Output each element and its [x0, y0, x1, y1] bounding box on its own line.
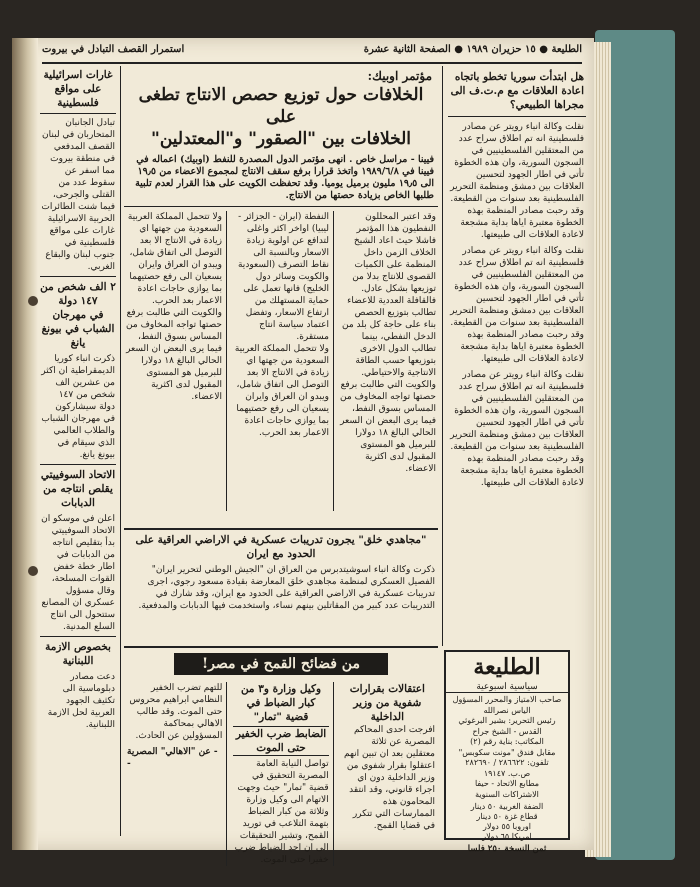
masthead-line: ص.ب. ١٩١٤٧ — [483, 768, 531, 778]
mojahedin-article — [124, 528, 438, 642]
masthead-logo: الطليعة — [473, 654, 541, 680]
tanks-headline: الاتحاد السوفييتي يقلص انتاجه من الدبابات — [40, 464, 116, 510]
masthead-price-line: امريكا ٦٥ دولار — [482, 832, 532, 841]
masthead-line: تلفون: ٢٨٦٦٢٢ / ٢٨٢٦٩٠ — [465, 758, 549, 767]
binding-hole — [28, 296, 38, 306]
egypt-col1-headline: اعتقالات بقرارات شفوية من وزير الداخلية — [349, 683, 425, 723]
masthead-line: الياس نصرالله — [483, 705, 531, 715]
column-rule — [442, 66, 443, 646]
egypt-col2-sub: الضابط ضرب الخفير حتى الموت — [233, 726, 328, 756]
egypt-col2-body: تواصل النيابة العامة المصرية التحقيق في قضية "تمار" حيث وجهت الاتهام الى وكيل وزارة وثلاثة من كبار الضباط بتهمة التلاعب في توريد القمح، وتشير التحقيقات الى ان احد الضباط ضرب خفيرا حتى الموت. — [234, 759, 329, 865]
newspaper-page — [12, 38, 594, 865]
syria-body-continued: نقلت وكالة انباء رويتر عن مصادر فلسطينية انه تم اطلاق سراح عدد من المعتقلين الفلسطينيين في السجون السورية، وان هذه الخطوة تأتي في اطار الجهود لتحسين العلاقات بين دمشق ومنظمة التحرير الفلسطينية بعد سنوات من القطيعة. وقد رحبت مصادر المنظمة بهذه الخطوة معتبرة اياها بداية مشجعة لاعادة العلاقات الى طبيعتها. — [450, 370, 584, 488]
opec-kicker: مؤتمر اوبيك: — [367, 69, 432, 83]
festival-body: ذكرت انباء كوريا الديمقراطية ان اكثر من عشرين الف شخص من ١٤٧ دولة سيشاركون في مهرجان الشباب والطلاب العالمي الذي سيقام في بيونغ يانغ. — [41, 354, 115, 460]
mojahedin-headline: "مجاهدي خلق" يجرون تدريبات عسكرية في الاراضي العراقية على الحدود مع ايران — [135, 534, 427, 560]
masthead-lines — [446, 693, 568, 802]
masthead-line: القدس - الشيخ جراح — [472, 726, 542, 736]
festival-headline-2: في مهرجان الشباب في بيونغ يانغ — [41, 309, 115, 349]
running-header — [42, 44, 582, 64]
opec-article — [124, 68, 438, 543]
left-column — [40, 68, 116, 838]
egypt-col1-body: افرجت احدى المحاكم المصرية عن ثلاثة معتقلين بعد ان تبين انهم اعتقلوا بقرار شفوي من وزير الداخلية دون اي اجراء قانوني، وقد انتقد المحامون هذه الممارسات التي تتكرر في قضايا القمح. — [343, 725, 435, 831]
syria-body-continued: نقلت وكالة انباء رويتر عن مصادر فلسطينية انه تم اطلاق سراح عدد من المعتقلين الفلسطينيين في السجون السورية، وان هذه الخطوة تأتي في اطار الجهود لتحسين العلاقات بين دمشق ومنظمة التحرير الفلسطينية بعد سنوات من القطيعة. وقد رحبت مصادر المنظمة بهذه الخطوة معتبرة اياها بداية مشجعة لاعادة العلاقات الى طبيعتها. — [450, 246, 584, 364]
opec-lead: فيينا - مراسل خاص . انهى مؤتمر الدول المصدرة للنفط (اوبيك) اعماله في فيينا في ١٩٨٩/٦/٨ واتخذ قرارا برفع سقف الانتاج لمجموع الاعضاء من ١٩٫٥ الى ١٩٫٥ مليون برميل يوميا. وقد تحفظت الكويت على هذا القرار لعدم تلبية طلبها الخاص بزيادة حصتها من الانتاج. — [124, 154, 438, 207]
lebanon-crisis-headline: بخصوص الازمة اللبنانية — [40, 636, 116, 668]
opec-columns — [124, 207, 438, 515]
festival-headline-1: ٢ الف شخص من ١٤٧ دولة — [40, 276, 116, 308]
masthead-box — [444, 650, 570, 854]
masthead-price-line: قطاع غزة ٥٠ دينار — [476, 812, 538, 821]
egypt-col3-body: للتهم تضرب الخفير النظامي ابراهيم محروس حتى الموت. وقد طالب الاهالي بمحاكمة المسؤولين عن الحادث. — [129, 683, 223, 741]
egypt-col2-headline: وكيل وزارة و٣ من كبار الضباط في قضية "تمار" — [240, 683, 322, 723]
date-line: الطليعة ● ١٥ حزيران ١٩٨٩ ● الصفحة الثانية عشرة — [363, 44, 582, 55]
opec-body-4: والكويت التي طالبت برفع حصتها تواجه المخاوف من المساس بسوق النفط، فيما يرى البعض ان السعر الحالي البالغ ١٨ دولارا للبرميل هو المستوى المقبول لدى اكثرية الاعضاء. — [340, 380, 436, 474]
syria-body: نقلت وكالة انباء رويتر عن مصادر فلسطينية انه تم اطلاق سراح عدد من المعتقلين الفلسطينيين في السجون السورية، وان هذه الخطوة تأتي في اطار الجهود لتحسين العلاقات بين دمشق ومنظمة التحرير الفلسطينية بعد سنوات من القطيعة. وقد رحبت مصادر المنظمة بهذه الخطوة معتبرة اياها بداية مشجعة لاعادة العلاقات الى طبيعتها. — [450, 122, 584, 240]
lebanon-body: تبادل الجانبان المتحاربان في لبنان القصف المدفعي في منطقة بيروت مما اسفر عن سقوط عدد من القتلى والجرحى، فيما شنت الطائرات الحربية الاسرائيلية غارات على مواقع فلسطينية في جنوب لبنان والبقاع الغربي. — [41, 118, 115, 272]
masthead-line: رئيس التحرير: بشير البرغوثي — [458, 716, 556, 725]
mojahedin-body: ذكرت وكالة انباء اسوشيتدبرس من العراق ان "الجيش الوطني لتحرير ايران" الفصيل العسكري لمنظمة مجاهدي خلق المعارضة بقيادة مسعود رجوي، اجرى تدريبات عسكرية في الاراضي العراقية على الحدود مع ايران، وقد شارك في التدريبات عدد كبير من المقاتلين بينهم نساء، واستخدمت فيها الدبابات والمدفعية. — [138, 565, 435, 611]
egypt-col-1 — [340, 682, 435, 866]
egypt-source: - عن "الاهالي" المصرية - — [127, 747, 218, 769]
egypt-banner: من فضائح القمح في مصر! — [174, 653, 388, 675]
egypt-col-3 — [127, 682, 227, 866]
left-top-headline: استمرار القصف التبادل في بيروت — [42, 44, 185, 55]
masthead-line: مقابل فندق "مونت سكوبس" — [458, 747, 556, 757]
masthead-price-line: اوروبا ٥٥ دولار — [482, 822, 532, 831]
tanks-body: اعلن في موسكو ان الاتحاد السوفييتي بدأ بتقليص انتاجه من الدبابات في اطار خطة خفض القوات المسلحة، وقال مسؤول عسكري ان المصانع ستتحول الى انتاج السلع المدنية. — [41, 514, 115, 632]
opec-body-4b: والكويت التي طالبت برفع حصتها تواجه المخاوف من المساس بسوق النفط، فيما يرى البعض ان السعر الحالي البالغ ١٨ دولارا للبرميل هو المستوى المقبول لدى اكثرية الاعضاء. — [126, 308, 222, 402]
column-rule — [120, 66, 121, 836]
egypt-article — [124, 646, 438, 865]
masthead-tagline: سياسية اسبوعية — [446, 682, 568, 693]
opec-body-1: وقد اعتبر المحللون النفطيون هذا المؤتمر فاشلا حيث اعاد الشيخ الخلاف الزمن داخل المنظمة على الكميات القصوى للانتاج بدلا من توزيعها بشكل عادل. فالقافلة العددية للاعضاء تطالب بتوزيع الحصص بناء على حاجة كل بلد من الدخل النفطي، بينما تطالب الدول الاخرى بتوزيعها حسب الطاقة الانتاجية والاحتياطي. — [341, 212, 436, 378]
masthead-price-line: الضفة الغربية ٥٠ دينار — [470, 802, 544, 811]
opec-headline-2: الخلافات بين "الصقور" و"المعتدلين" — [151, 129, 411, 149]
masthead-line: صاحب الامتياز والمحرر المسؤول — [452, 695, 562, 704]
egypt-columns — [124, 680, 438, 868]
opec-col-3 — [126, 211, 227, 511]
opec-body-2: النفطة (ايران - الجزائر - ليبيا) اواخر اكثر واغلى لتدافع عن اولوية زيادة الاسعار وبالنسبة الى نقاط التصرف (السعودية والكويت وسائر دول الخليج) فانها تعمل على حماية المستهلك من ارتفاع الاسعار، وتفضل اعتماد سياسة انتاج مستقرة. — [237, 212, 329, 342]
egypt-col-2 — [233, 682, 333, 866]
lebanon-headline: غارات اسرائيلية على مواقع فلسطينية — [40, 68, 116, 114]
masthead-price: ثمن النسخة ٢٥٠ فلسا — [467, 844, 547, 854]
masthead-prices — [446, 802, 568, 842]
opec-body-3: ولا تتحمل المملكة العربية السعودية من جهتها اي زيادة في الانتاج الا بعد التوصل الى اتفاق شامل، ويبدو ان العراق وايران يسعيان الى رفع حصتيهما بما يوازي حاجات اعادة الاعمار بعد الحرب. — [234, 344, 329, 438]
masthead-line: الاشتراكات السنوية — [475, 789, 539, 799]
opec-col-2 — [233, 211, 334, 511]
masthead-line: المكاتب: بناية رقم (٢) — [470, 737, 544, 746]
binding-gutter — [12, 38, 38, 850]
lebanon-crisis-body: دعت مصادر دبلوماسية الى تكثيف الجهود العربية لحل الازمة اللبنانية. — [47, 672, 115, 730]
opec-headline-1: الخلافات حول توزيع حصص الانتاج تطغى على — [138, 85, 424, 127]
binding-hole — [28, 566, 38, 576]
opec-col-1 — [340, 211, 436, 511]
syria-headline: هل ابتدأت سوريا تخطو باتجاه اعادة العلاقات مع م.ت.ف الى مجراها الطبيعي؟ — [448, 68, 586, 117]
opec-body-3b: ولا تتحمل المملكة العربية السعودية من جهتها اي زيادة في الانتاج الا بعد التوصل الى اتفاق شامل، ويبدو ان العراق وايران يسعيان الى رفع حصتيهما بما يوازي حاجات اعادة الاعمار بعد الحرب. — [127, 212, 222, 306]
syria-article — [448, 68, 586, 644]
masthead-line: مطابع الاتحاد - حيفا — [474, 779, 540, 788]
